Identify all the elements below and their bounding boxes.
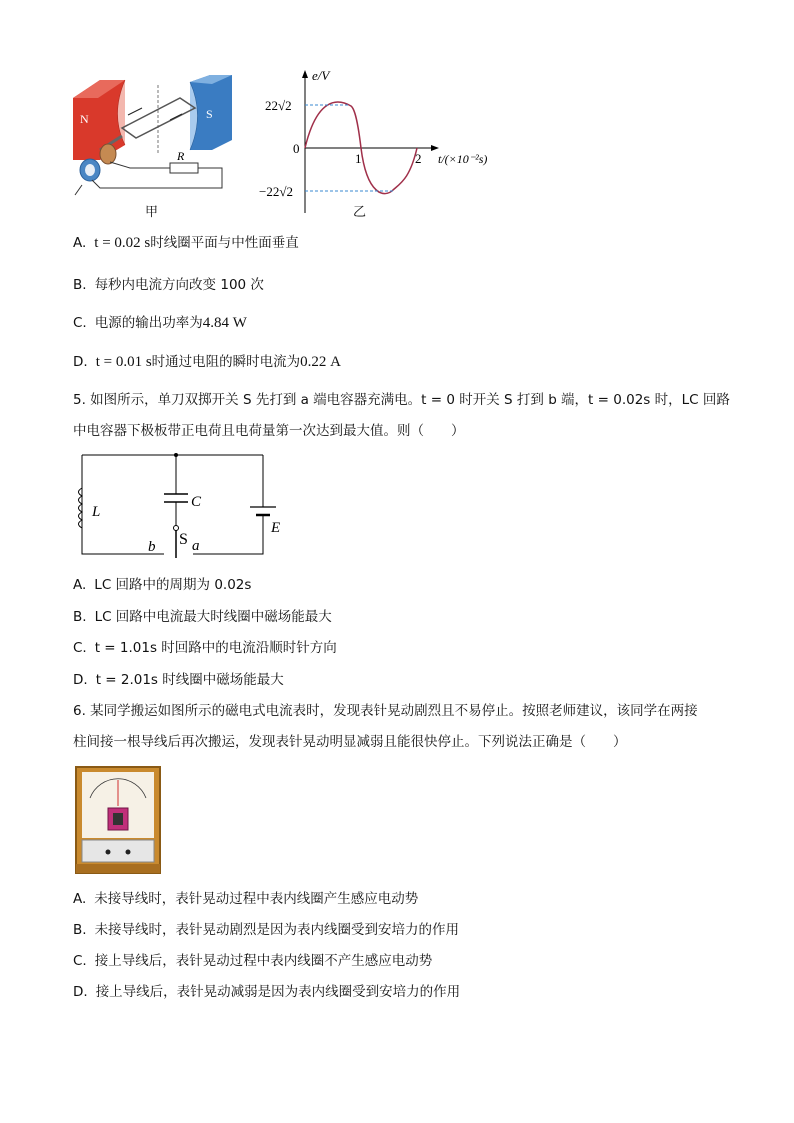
q4-option-c[interactable]: C. 电源的输出功率为4.84 W <box>73 315 247 331</box>
q5-stem-line2: 中电容器下极板带正电荷且电荷量第一次达到最大值。则（ ） <box>73 423 465 439</box>
figure-sine-graph <box>255 68 515 218</box>
figure-jia-caption: 甲 <box>145 205 159 220</box>
q6-option-b[interactable]: B. 未接导线时，表针晃动剧烈是因为表内线圈受到安培力的作用 <box>73 922 460 938</box>
q4-option-d[interactable]: D. t = 0.01 s时通过电阻的瞬时电流为0.22 A <box>73 354 341 370</box>
magnet-s-label: S <box>206 107 213 121</box>
circuit-label-s: S <box>179 531 188 548</box>
q4-option-a[interactable]: A. t = 0.02 s时线圈平面与中性面垂直 <box>73 235 299 251</box>
circuit-label-b: b <box>148 539 156 555</box>
figure-generator <box>70 70 240 220</box>
q5-option-c[interactable]: C. t = 1.01s 时回路中的电流沿顺时针方向 <box>73 640 337 656</box>
q5-option-d[interactable]: D. t = 2.01s 时线圈中磁场能最大 <box>73 672 284 688</box>
q6-option-c[interactable]: C. 接上导线后，表针晃动过程中表内线圈不产生感应电动势 <box>73 953 433 969</box>
q6-option-a[interactable]: A. 未接导线时，表针晃动过程中表内线圈产生感应电动势 <box>73 891 419 907</box>
figure-galvanometer <box>74 764 164 876</box>
y-axis-label: e/V <box>312 68 330 83</box>
q6-stem-line1: 6. 某同学搬运如图所示的磁电式电流表时，发现表针晃动剧烈且不易停止。按照老师建议，该同学在两接 <box>73 703 698 719</box>
y-min-label: −22√2 <box>259 184 293 199</box>
magnet-n-label: N <box>80 112 89 126</box>
figure-lc-circuit <box>68 450 288 562</box>
circuit-label-e: E <box>271 520 281 536</box>
x-tick-2: 2 <box>415 151 422 166</box>
y-max-label: 22√2 <box>265 98 292 113</box>
resistor-label: R <box>177 149 185 163</box>
circuit-label-a: a <box>192 538 200 554</box>
figure-yi-caption: 乙 <box>353 205 367 220</box>
q6-stem-line2: 柱间接一根导线后再次搬运，发现表针晃动明显减弱且能很快停止。下列说法正确是（ ） <box>73 734 627 750</box>
q5-option-b[interactable]: B. LC 回路中电流最大时线圈中磁场能最大 <box>73 609 332 625</box>
q5-option-a[interactable]: A. LC 回路中的周期为 0.02s <box>73 577 252 593</box>
q5-stem-line1: 5. 如图所示，单刀双掷开关 S 先打到 a 端电容器充满电。t = 0 时开关 S 打到 b 端，t = 0.02s 时，LC 回路 <box>73 392 730 408</box>
circuit-label-c: C <box>191 494 202 510</box>
circuit-label-l: L <box>92 504 101 520</box>
origin-label: 0 <box>293 141 300 156</box>
x-axis-label: t/(×10⁻²s) <box>438 152 488 166</box>
x-tick-1: 1 <box>355 151 362 166</box>
q6-option-d[interactable]: D. 接上导线后，表针晃动减弱是因为表内线圈受到安培力的作用 <box>73 984 461 1000</box>
q4-option-b[interactable]: B. 每秒内电流方向改变 100 次 <box>73 277 264 293</box>
